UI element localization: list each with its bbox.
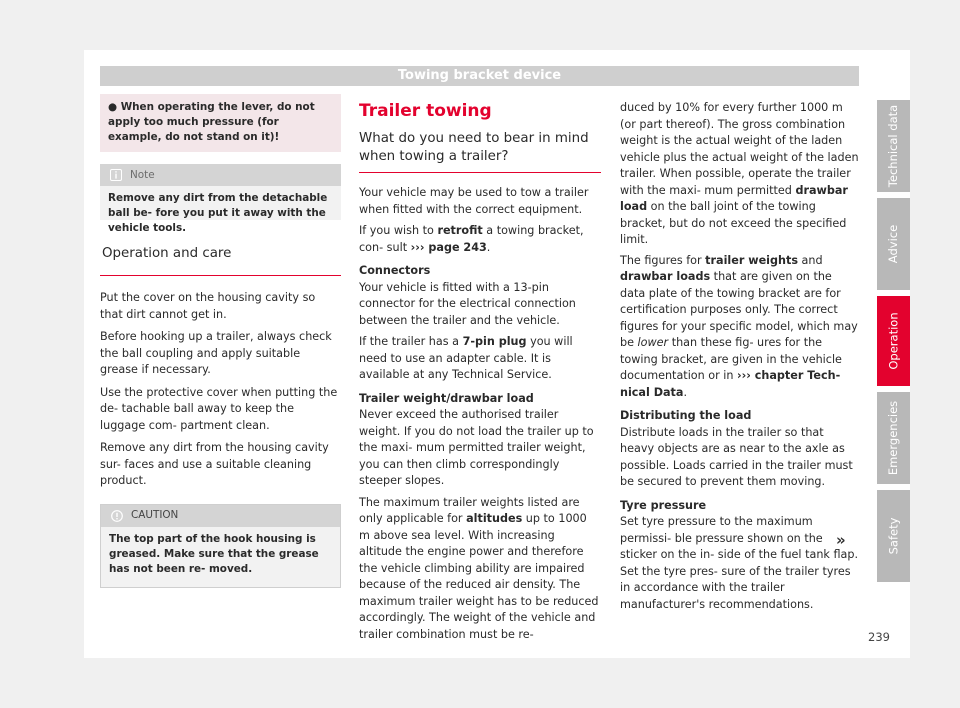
paragraph: Put the cover on the housing cavity so that dirt cannot get in. [100,291,316,321]
text-run: a towing bracket, con- sult [359,224,584,254]
caution-icon [111,510,123,522]
column-2 [359,100,601,643]
trailer-weight-heading: Trailer weight/drawbar load [359,391,534,405]
emphasis-altitudes: altitudes [466,512,523,525]
emphasis-retrofit: retrofit [437,224,483,237]
operation-care-body [100,290,341,490]
paragraph: Your vehicle is fitted with a 13-pin connector for the electrical connection between the trailer and the vehicle. [359,280,576,327]
tab-operation[interactable] [877,296,910,386]
note-header [100,164,341,186]
caution-text: The top part of the hook housing is greased. Make sure that the grease has not been re- moved. [101,527,340,587]
paragraph [359,223,601,256]
text-run: If the trailer has a [359,335,463,348]
text-run: duced by 10% for every further 1000 m (or part thereof). The gross combination weight is the actual weight of the laden vehicle plus the actual weight of the laden trailer. When possible, operate the trailer with the maxi- mum permitted [620,101,859,197]
tab-technical-data[interactable] [877,100,910,192]
tab-advice[interactable] [877,198,910,290]
paragraph: Set tyre pressure to the maximum permissi- ble pressure shown on the sticker on the in- side of the fuel tank flap. Set the tyre pres- sure of the trailer tyres in accordance with the trailer manufacturer's recommendations. [620,515,859,611]
emphasis-lower: lower [637,336,669,349]
emphasis-drawbar-load: drawbar load [620,183,848,213]
page-reference-link[interactable]: ››› page 243 [410,240,487,254]
tyre-pressure-heading: Tyre pressure [620,498,707,512]
distributing-load-heading: Distributing the load [620,409,752,422]
paragraph: Distribute loads in the trailer so that heavy objects are as near to the axle as possible. Loads carried in the trailer must be secured to prevent them moving. [620,425,853,488]
text-run: The figures for [620,253,706,267]
column-3 [620,100,860,613]
warning-bullet-text: When operating the lever, do not apply too much pressure (for example, do not stand on it)! [108,101,315,143]
text-run: than these fig- ures for the towing bracket, are given in the vehicle documentation or in [620,336,842,382]
tab-label: Safety [886,517,901,555]
tab-label: Technical data [886,104,901,188]
tab-label: Advice [886,224,901,264]
text-run: up to 1000 m above sea level. With increasing altitude the engine power and therefore the vehicle climbing ability are impaired because of the reduced air density. The maximum trailer weight has to be reduced accordingly. The weight of the vehicle and trailer combination must be re- [359,512,599,641]
text-run: that are given on the data plate of the towing bracket are for certification purposes only. The correct figures for your specific model, which may be [620,270,858,349]
trailer-towing-body [359,185,601,643]
continue-arrow-icon: » [836,531,846,549]
text-run: and [798,253,823,267]
text-run: If you wish to [359,224,438,237]
caution-header [101,505,340,527]
tab-emergencies[interactable] [877,392,910,484]
paragraph: Remove any dirt from the housing cavity sur- faces and use a suitable cleaning product. [100,441,329,487]
note-label: Note [130,168,155,181]
paragraph [620,253,860,402]
tab-label: Emergencies [886,400,901,476]
column-1 [100,94,341,588]
trailer-towing-subtitle: What do you need to bear in mind when towing a trailer? [359,130,601,173]
paragraph: Never exceed the authorised trailer weight. If you do not load the trailer up to the maxi- mum permitted trailer weight, you can then climb correspondingly steeper slopes. [359,408,594,487]
section-title-operation-care: Operation and care [100,246,341,276]
tab-safety[interactable] [877,490,910,582]
info-icon [110,169,122,181]
connectors-heading: Connectors [359,264,431,277]
tab-label: Operation [886,312,901,370]
paragraph: Use the protective cover when putting the de- tachable ball away to keep the luggage com- partment clean. [100,385,338,432]
caution-label: CAUTION [131,509,179,522]
page-header: Towing bracket device [100,66,859,86]
text-run: you will need to use an adapter cable. It is available at any Technical Service. [359,335,573,381]
paragraph [359,334,601,384]
emphasis-drawbar-loads: drawbar loads [620,270,711,283]
note-text: Remove any dirt from the detachable ball be- fore you put it away with the vehicle tools. [100,186,341,220]
text-run: . [683,385,688,399]
emphasis-7-pin-plug: 7-pin plug [462,335,527,348]
paragraph [620,100,860,249]
paragraph [359,495,601,644]
text-run: The maximum trailer weights listed are only applicable for [359,495,580,525]
caution-box [100,504,341,588]
chapter-reference-link[interactable]: ››› chapter Tech- nical Data [620,369,841,399]
emphasis-trailer-weights: trailer weights [705,253,798,267]
text-run: . [486,240,491,254]
paragraph: Before hooking up a trailer, always check the ball coupling and apply suitable grease if necessary. [100,330,332,376]
trailer-towing-title: Trailer towing [359,101,492,121]
page-number: 239 [868,630,890,644]
warning-box [100,94,341,152]
paragraph: Your vehicle may be used to tow a trailer when fitted with the correct equipment. [359,186,589,216]
note-box [100,164,341,234]
text-run: on the ball joint of the towing bracket, but do not exceed the specified limit. [620,200,847,246]
bullet-icon: ● [108,101,121,113]
